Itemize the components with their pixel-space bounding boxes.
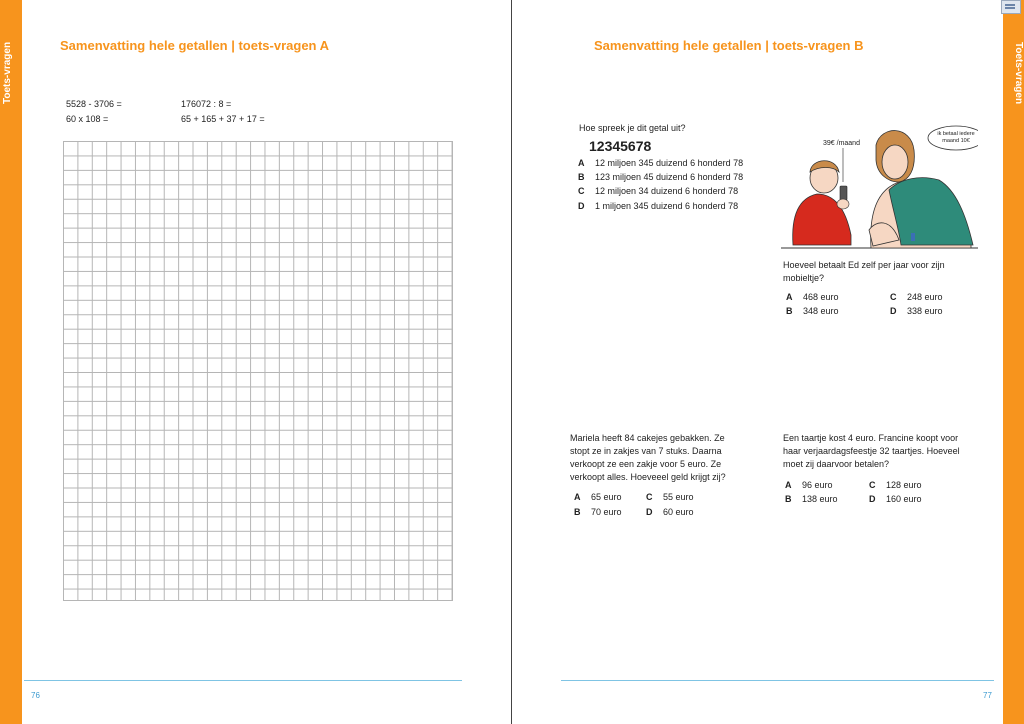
q3-option-b: B 70 euro — [574, 507, 622, 517]
q3-line1: Mariela heeft 84 cakejes gebakken. Ze — [570, 433, 725, 443]
left-page-number: 76 — [31, 691, 40, 700]
sum-division: 176072 : 8 = — [181, 99, 232, 109]
woman-shirt — [889, 178, 973, 245]
left-side-tab-label: Toets-vragen — [2, 41, 13, 104]
q2-option-b: B 348 euro — [786, 306, 839, 316]
phone — [840, 186, 847, 200]
q3-option-c: C 55 euro — [646, 492, 694, 502]
q2-question-line2: mobieltje? — [783, 273, 825, 283]
left-side-tab — [0, 0, 22, 724]
q4-option-c: C 128 euro — [869, 480, 922, 490]
q1-option-b: B 123 miljoen 45 duizend 6 honderd 78 — [578, 172, 744, 182]
q3-line2: stopt ze in zakjes van 7 stuks. Daarna — [570, 446, 722, 456]
price-annotation: 39€ /maand — [823, 140, 860, 147]
book-spine-divider — [511, 0, 512, 724]
right-page-title: Samenvatting hele getallen | toets-vragen B — [594, 38, 864, 53]
q4-line3: moet zij daarvoor betalen? — [783, 459, 890, 469]
q4-option-a: A 96 euro — [785, 480, 833, 490]
sum-subtraction: 5528 - 3706 = — [66, 99, 122, 109]
q2-question-line1: Hoeveel betaalt Ed zelf per jaar voor zijn — [783, 260, 945, 270]
speech-bubble-text-2: maand 10€ — [942, 138, 970, 144]
q4-line1: Een taartje kost 4 euro. Francine koopt voor — [783, 433, 959, 443]
right-page-number: 77 — [983, 691, 992, 700]
squared-work-grid — [63, 141, 453, 601]
speech-bubble-text-1: ik betaal iedere — [937, 131, 975, 137]
woman-face — [882, 145, 908, 179]
q3-option-d: D 60 euro — [646, 507, 694, 517]
sum-multiplication: 60 x 108 = — [66, 114, 109, 124]
left-page-title: Samenvatting hele getallen | toets-vragen A — [60, 38, 330, 53]
q4-option-b: B 138 euro — [785, 494, 838, 504]
q1-option-d: D 1 miljoen 345 duizend 6 honderd 78 — [578, 201, 739, 211]
watch — [911, 233, 915, 241]
q4-option-d: D 160 euro — [869, 494, 922, 504]
left-footer-line — [24, 680, 462, 681]
q1-number: 12345678 — [589, 138, 652, 154]
phone-illustration — [781, 120, 978, 250]
boy-hand — [837, 199, 849, 209]
sum-addition: 65 + 165 + 37 + 17 = — [181, 114, 265, 124]
q3-line3: verkoopt ze een zakje voor 5 euro. Ze — [570, 459, 722, 469]
q4-line2: haar verjaardagsfeestje 32 taartjes. Hoeveel — [783, 446, 960, 456]
q2-option-a: A 468 euro — [786, 292, 839, 302]
q2-option-c: C 248 euro — [890, 292, 943, 302]
q3-option-a: A 65 euro — [574, 492, 622, 502]
right-side-tab — [1003, 0, 1024, 724]
document-icon[interactable] — [1001, 0, 1021, 14]
q1-question: Hoe spreek je dit getal uit? — [579, 123, 686, 133]
right-side-tab-label: Toets-vragen — [1013, 42, 1024, 105]
q1-option-c: C 12 miljoen 34 duizend 6 honderd 78 — [578, 186, 739, 196]
q1-option-a: A 12 miljoen 345 duizend 6 honderd 78 — [578, 158, 744, 168]
right-footer-line — [561, 680, 994, 681]
q2-option-d: D 338 euro — [890, 306, 943, 316]
q3-line4: verkoopt alles. Hoeveeel geld krijgt zij? — [570, 472, 726, 482]
